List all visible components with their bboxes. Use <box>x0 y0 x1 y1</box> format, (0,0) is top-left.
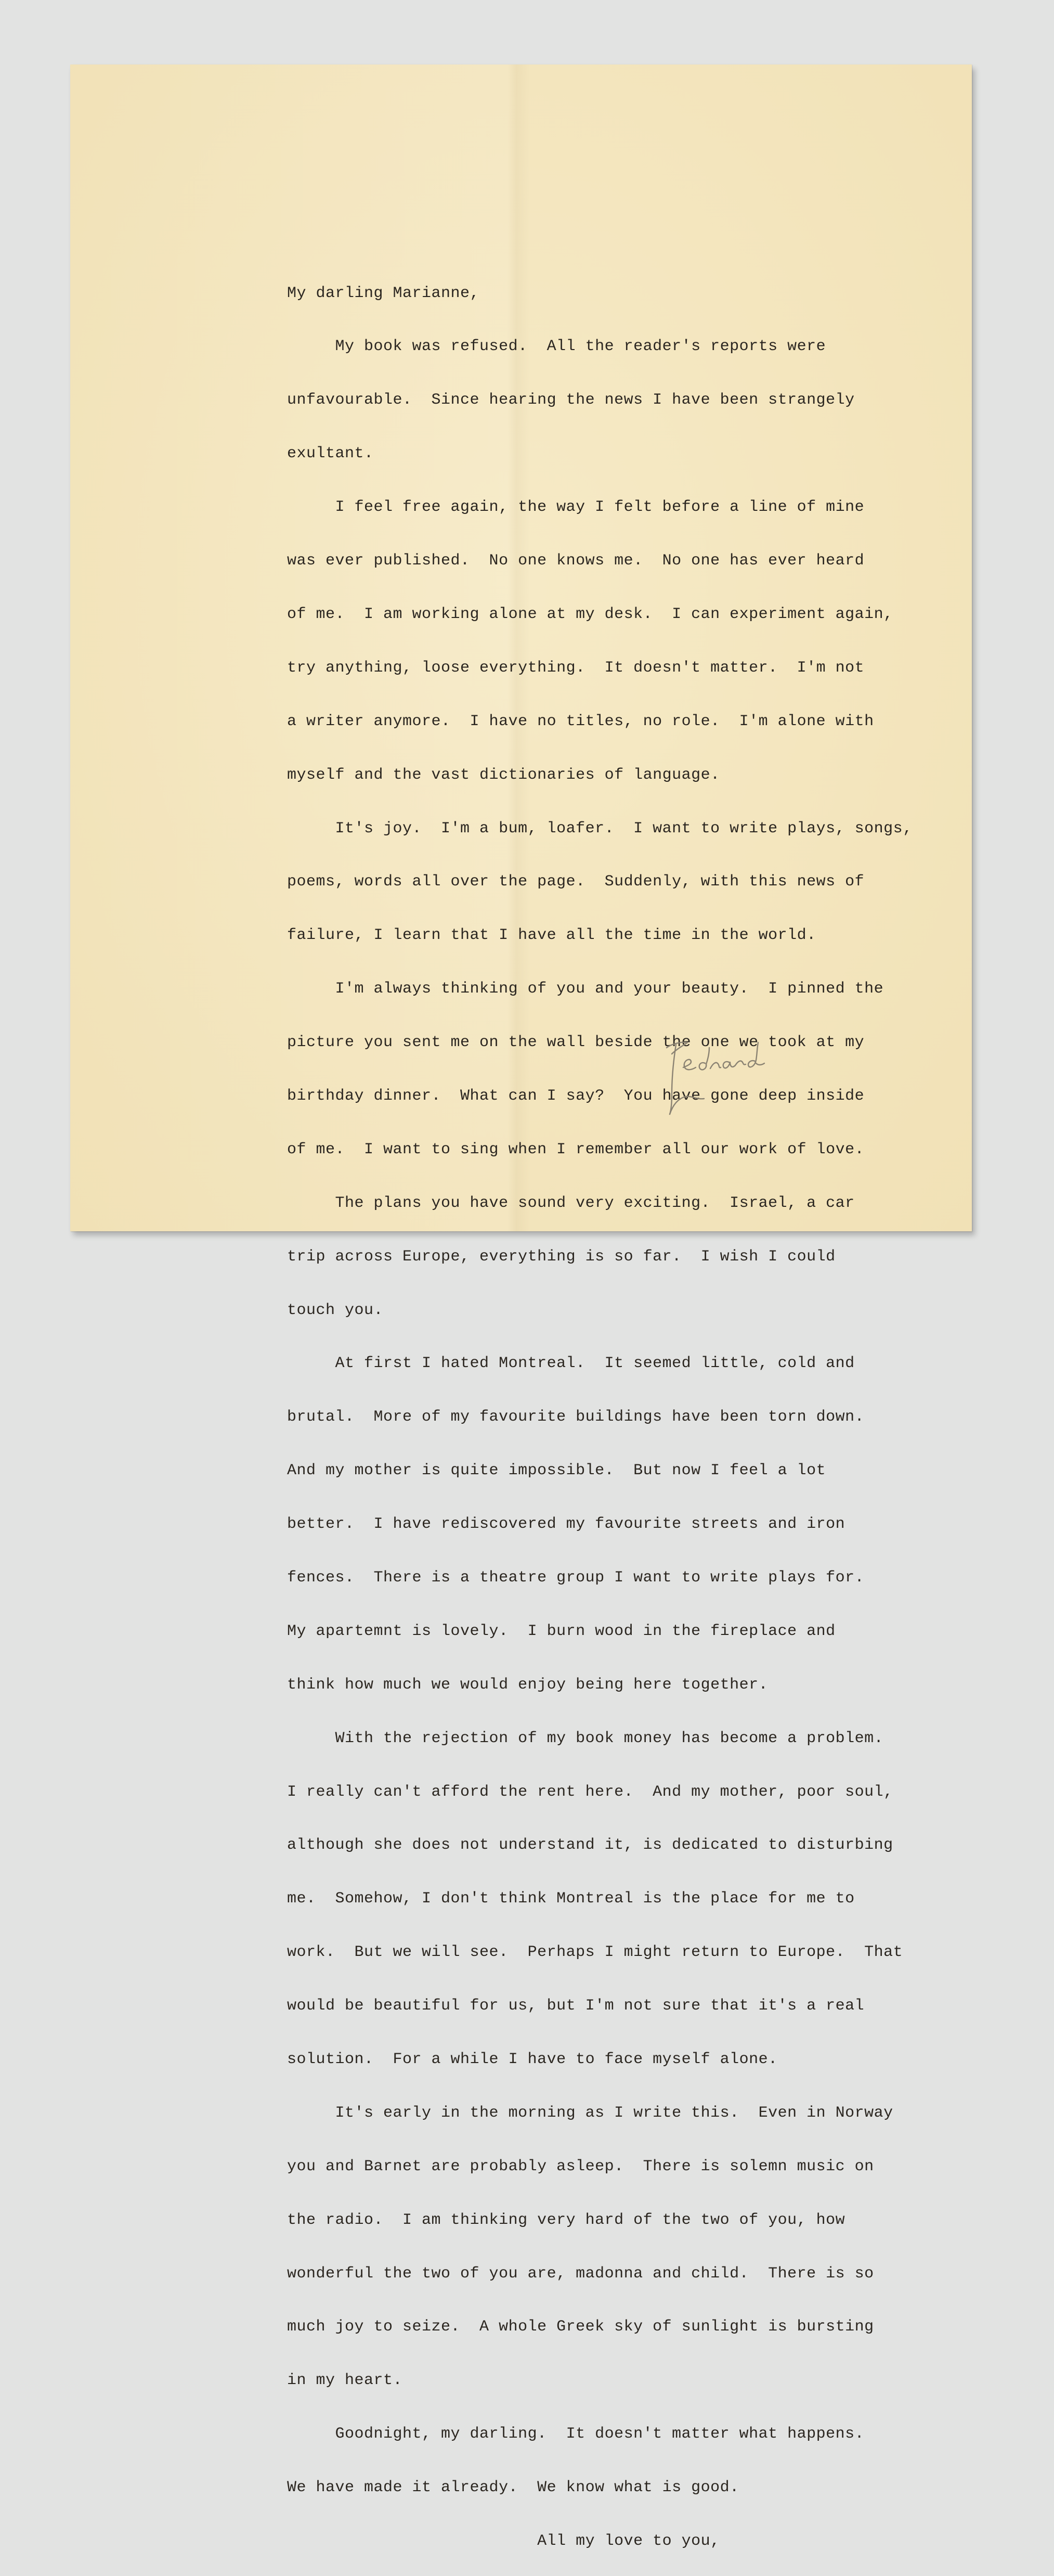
letter-line: picture you sent me on the wall beside the one we took at my <box>287 1034 865 1052</box>
letter-body <box>287 249 994 2576</box>
letter-line: fences. There is a theatre group I want to write plays for. <box>287 1568 865 1587</box>
letter-line: try anything, loose everything. It doesn't matter. I'm not <box>287 659 865 677</box>
letter-line: It's early in the morning as I write this. Even in Norway <box>287 2104 893 2122</box>
letter-line: touch you. <box>287 1301 384 1319</box>
letter-line: wonderful the two of you are, madonna and child. There is so <box>287 2264 874 2283</box>
letter-line: And my mother is quite impossible. But now I feel a lot <box>287 1462 826 1480</box>
letter-line: The plans you have sound very exciting. Israel, a car <box>287 1194 855 1212</box>
letter-line: the radio. I am thinking very hard of the two of you, how <box>287 2211 845 2229</box>
letter-line: My darling Marianne, <box>287 284 480 302</box>
letter-line: It's joy. I'm a bum, loafer. I want to write plays, songs, <box>287 819 913 838</box>
letter-line: exultant. <box>287 445 374 463</box>
letter-line: trip across Europe, everything is so far. I wish I could <box>287 1247 836 1266</box>
letter-line: myself and the vast dictionaries of language. <box>287 766 720 784</box>
letter-line: Goodnight, my darling. It doesn't matter what happens. <box>287 2425 865 2443</box>
letter-line: I really can't afford the rent here. And my mother, poor soul, <box>287 1783 893 1801</box>
letter-page <box>70 65 972 2550</box>
signature <box>640 1027 827 1120</box>
letter-line: me. Somehow, I don't think Montreal is the place for me to <box>287 1890 855 1908</box>
letter-line: of me. I am working alone at my desk. I can experiment again, <box>287 605 893 623</box>
letter-line: would be beautiful for us, but I'm not sure that it's a real <box>287 1997 865 2015</box>
letter-line: failure, I learn that I have all the time in the world. <box>287 926 816 945</box>
letter-line: My book was refused. All the reader's reports were <box>287 338 826 356</box>
letter-line: I'm always thinking of you and your beauty. I pinned the <box>287 980 884 998</box>
letter-line: unfavourable. Since hearing the news I have been strangely <box>287 391 855 409</box>
letter-line: better. I have rediscovered my favourite streets and iron <box>287 1515 845 1534</box>
letter-line: At first I hated Montreal. It seemed little, cold and <box>287 1355 855 1373</box>
letter-line: With the rejection of my book money has become a problem. <box>287 1729 884 1747</box>
letter-line: brutal. More of my favourite buildings have been torn down. <box>287 1408 865 1426</box>
letter-line: in my heart. <box>287 2372 403 2390</box>
letter-line: We have made it already. We know what is good. <box>287 2479 739 2497</box>
letter-line: My apartemnt is lovely. I burn wood in the fireplace and <box>287 1622 836 1640</box>
letter-line: I feel free again, the way I felt before a line of mine <box>287 498 865 517</box>
letter-line: solution. For a while I have to face myself alone. <box>287 2050 778 2068</box>
letter-line: think how much we would enjoy being here together. <box>287 1676 769 1694</box>
letter-closing: All my love to you, <box>287 2532 720 2550</box>
letter-line: a writer anymore. I have no titles, no role. I'm alone with <box>287 712 874 730</box>
letter-line: poems, words all over the page. Suddenly, with this news of <box>287 873 865 891</box>
letter-line: you and Barnet are probably asleep. There is solemn music on <box>287 2157 874 2175</box>
letter-line: of me. I want to sing when I remember all our work of love. <box>287 1140 865 1158</box>
letter-line: work. But we will see. Perhaps I might return to Europe. That <box>287 1943 903 1962</box>
letter-line: much joy to seize. A whole Greek sky of sunlight is bursting <box>287 2318 874 2336</box>
letter-line: although she does not understand it, is dedicated to disturbing <box>287 1836 893 1854</box>
letter-line: birthday dinner. What can I say? You have gone deep inside <box>287 1087 865 1105</box>
letter-line: was ever published. No one knows me. No one has ever heard <box>287 552 865 570</box>
